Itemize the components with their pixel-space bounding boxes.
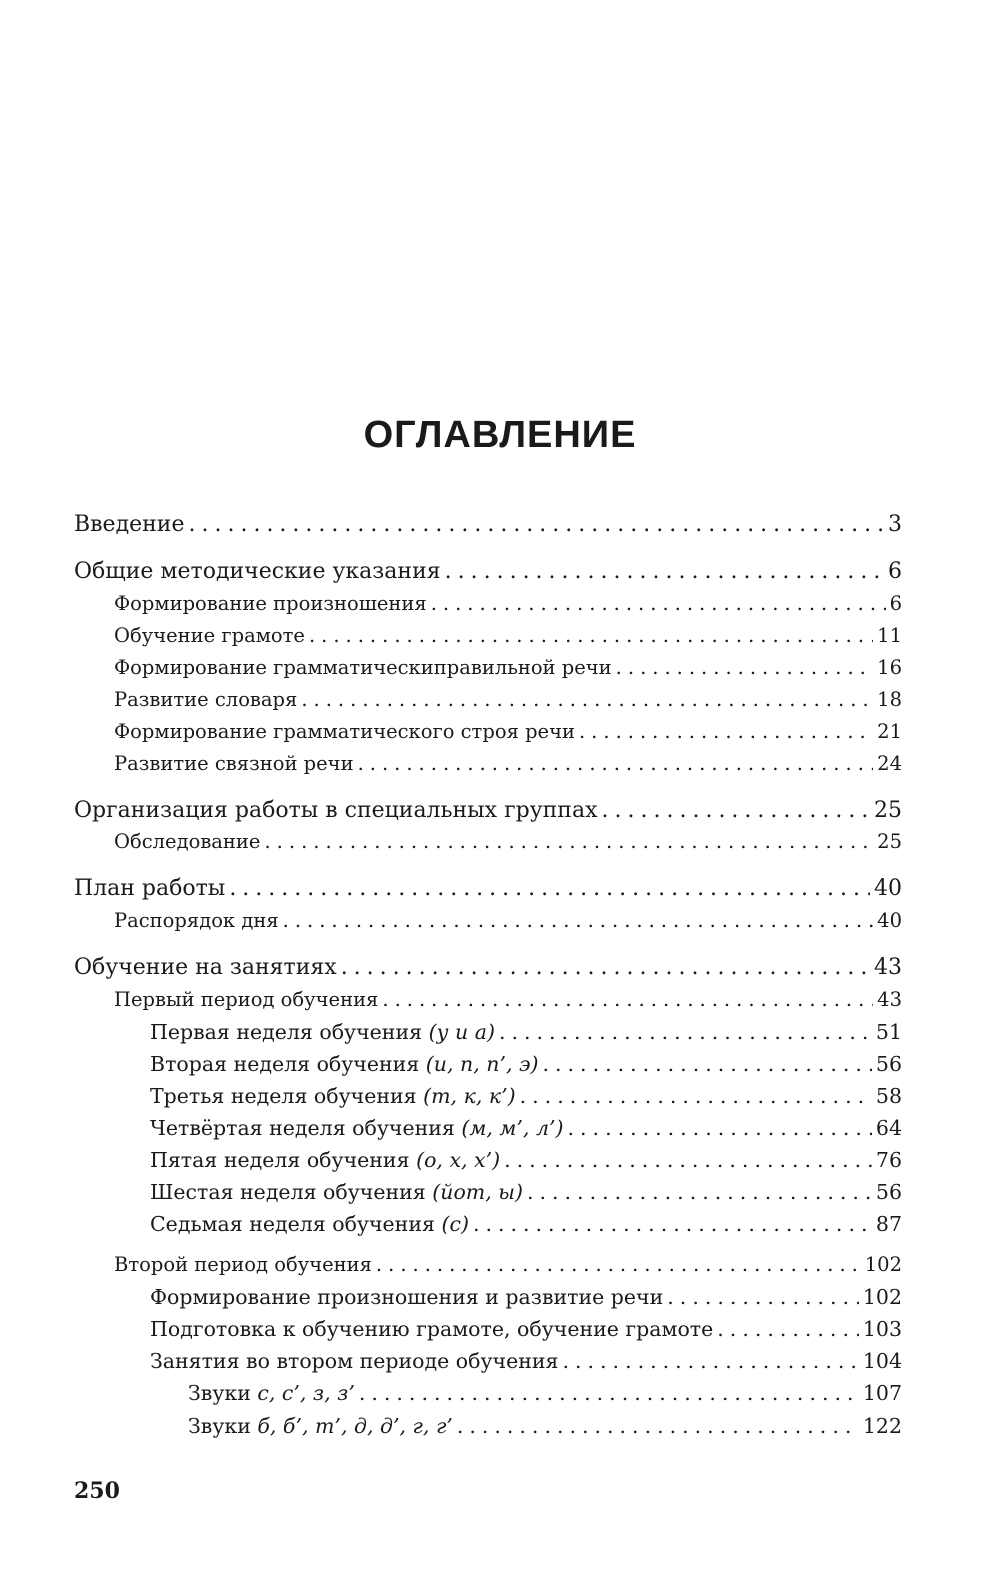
toc-entry-label: Формирование произношения xyxy=(114,592,427,615)
sounds-italic: (у и а) xyxy=(428,1020,495,1044)
dot-leader xyxy=(188,512,884,537)
toc-entry-page: 56 xyxy=(875,1052,902,1076)
toc-entry[interactable] xyxy=(114,720,902,750)
toc-entry[interactable] xyxy=(114,592,902,622)
toc-entry-page: 24 xyxy=(877,752,902,775)
toc-entry-label: Седьмая неделя обучения (с) xyxy=(150,1212,469,1236)
sounds-italic: (т, к, к’) xyxy=(423,1084,516,1108)
toc-entry-label: Подготовка к обучению грамоте, обучение грамоте xyxy=(150,1317,714,1341)
toc-entry-label: Занятия во втором периоде обучения xyxy=(150,1349,559,1373)
dot-leader xyxy=(520,1084,872,1108)
toc-entry-page: 21 xyxy=(877,720,902,743)
toc-entry[interactable] xyxy=(150,1212,902,1242)
toc-entry[interactable] xyxy=(114,656,902,686)
toc-entry-page: 56 xyxy=(875,1180,902,1204)
toc-entry-page: 43 xyxy=(874,955,902,980)
sounds-italic: с, с’, з, з’ xyxy=(257,1381,355,1405)
dot-leader xyxy=(359,1381,859,1405)
toc-entry-page: 6 xyxy=(888,559,902,584)
toc-entry-page: 51 xyxy=(875,1020,902,1044)
dot-leader xyxy=(301,688,873,711)
toc-entry[interactable] xyxy=(74,876,902,906)
toc-entry-page: 16 xyxy=(877,656,902,679)
sounds-italic: (йот, ы) xyxy=(432,1180,523,1204)
toc-entry-label: Формирование произношения и развитие речи xyxy=(150,1285,664,1309)
toc-entry-label: Организация работы в специальных группах xyxy=(74,798,598,823)
toc-entry-label: Развитие связной речи xyxy=(114,752,354,775)
dot-leader xyxy=(717,1317,859,1341)
dot-leader xyxy=(431,592,886,615)
toc-entry-label: Общие методические указания xyxy=(74,559,441,584)
dot-leader xyxy=(568,1116,872,1140)
toc-entry-label: Звуки с, с’, з, з’ xyxy=(188,1381,355,1405)
toc-entry-page: 40 xyxy=(874,876,902,901)
toc-entry[interactable] xyxy=(188,1414,902,1444)
toc-entry[interactable] xyxy=(114,624,902,654)
toc-entry[interactable] xyxy=(74,559,902,589)
toc-entry[interactable] xyxy=(114,830,902,860)
toc-entry[interactable] xyxy=(150,1148,902,1178)
dot-leader xyxy=(382,988,873,1011)
toc-entry-label: План работы xyxy=(74,876,226,901)
toc-entry-label: Третья неделя обучения (т, к, к’) xyxy=(150,1084,516,1108)
sounds-italic: (с) xyxy=(441,1212,469,1236)
toc-entry-page: 76 xyxy=(875,1148,902,1172)
toc-entry-page: 122 xyxy=(862,1414,902,1438)
toc-entry-label: Развитие словаря xyxy=(114,688,298,711)
toc-entry[interactable] xyxy=(150,1317,902,1347)
sounds-italic: (и, п, п’, э) xyxy=(425,1052,539,1076)
toc-entry[interactable] xyxy=(150,1020,902,1050)
toc-entry[interactable] xyxy=(150,1116,902,1146)
dot-leader xyxy=(543,1052,872,1076)
toc-entry-label: Звуки б, б’, т’, д, д’, г, г’ xyxy=(188,1414,453,1438)
toc-entry-page: 87 xyxy=(875,1212,902,1236)
toc-entry-label: Обследование xyxy=(114,830,261,853)
toc-entry[interactable] xyxy=(150,1052,902,1082)
toc-entry-label: Второй период обучения xyxy=(114,1253,372,1276)
toc-entry[interactable] xyxy=(114,1253,902,1283)
toc-entry-page: 25 xyxy=(874,798,902,823)
dot-leader xyxy=(504,1148,872,1172)
toc-entry-page: 40 xyxy=(877,909,902,932)
toc-entry-label: Введение xyxy=(74,512,185,537)
dot-leader xyxy=(602,798,871,823)
toc-entry[interactable] xyxy=(114,688,902,718)
toc-entry[interactable] xyxy=(188,1381,902,1411)
toc-entry-page: 25 xyxy=(877,830,902,853)
toc-entry-page: 3 xyxy=(888,512,902,537)
page-number: 250 xyxy=(74,1478,120,1504)
toc-entry-label: Четвёртая неделя обучения (м, м’, л’) xyxy=(150,1116,564,1140)
toc-entry-label: Формирование грамматического строя речи xyxy=(114,720,575,743)
toc-entry[interactable] xyxy=(74,955,902,985)
toc-entry-page: 43 xyxy=(877,988,902,1011)
toc-entry[interactable] xyxy=(74,798,902,828)
toc-entry-label: Формирование грамматическиправильной речи xyxy=(114,656,612,679)
toc-entry[interactable] xyxy=(150,1084,902,1114)
sounds-italic: б, б’, т’, д, д’, г, г’ xyxy=(257,1414,453,1438)
toc-entry[interactable] xyxy=(114,752,902,782)
toc-entry-label: Шестая неделя обучения (йот, ы) xyxy=(150,1180,523,1204)
toc-entry[interactable] xyxy=(150,1285,902,1315)
toc-entry[interactable] xyxy=(114,909,902,939)
toc-entry-label: Обучение на занятиях xyxy=(74,955,337,980)
sounds-italic: (м, м’, л’) xyxy=(461,1116,564,1140)
dot-leader xyxy=(457,1414,859,1438)
toc-entry-page: 107 xyxy=(862,1381,902,1405)
page-title: ОГЛАВЛЕНИЕ xyxy=(363,414,637,456)
dot-leader xyxy=(473,1212,872,1236)
toc-entry[interactable] xyxy=(150,1349,902,1379)
dot-leader xyxy=(309,624,873,647)
toc-entry-label: Обучение грамоте xyxy=(114,624,305,647)
toc-entry-page: 102 xyxy=(862,1285,902,1309)
toc-entry-page: 6 xyxy=(889,592,902,615)
toc-entry[interactable] xyxy=(114,988,902,1018)
toc-entry-label: Первая неделя обучения (у и а) xyxy=(150,1020,495,1044)
dot-leader xyxy=(499,1020,872,1044)
dot-leader xyxy=(264,830,873,853)
dot-leader xyxy=(616,656,874,679)
toc-entry-page: 64 xyxy=(875,1116,902,1140)
dot-leader xyxy=(579,720,873,743)
toc-entry[interactable] xyxy=(150,1180,902,1210)
dot-leader xyxy=(229,876,870,901)
toc-entry-label: Пятая неделя обучения (о, х, х’) xyxy=(150,1148,501,1172)
dot-leader xyxy=(358,752,874,775)
dot-leader xyxy=(527,1180,872,1204)
toc-entry-page: 103 xyxy=(862,1317,902,1341)
toc-entry-page: 18 xyxy=(877,688,902,711)
dot-leader xyxy=(562,1349,858,1373)
sounds-italic: (о, х, х’) xyxy=(416,1148,501,1172)
dot-leader xyxy=(283,909,874,932)
toc-entry-page: 58 xyxy=(875,1084,902,1108)
dot-leader xyxy=(667,1285,859,1309)
toc-entry[interactable] xyxy=(74,512,902,542)
dot-leader xyxy=(445,559,884,584)
toc-entry-page: 11 xyxy=(877,624,902,647)
toc-entry-page: 102 xyxy=(864,1253,902,1276)
dot-leader xyxy=(376,1253,861,1276)
toc-entry-label: Первый период обучения xyxy=(114,988,379,1011)
toc-entry-page: 104 xyxy=(862,1349,902,1373)
toc-entry-label: Распорядок дня xyxy=(114,909,279,932)
dot-leader xyxy=(341,955,870,980)
toc-entry-label: Вторая неделя обучения (и, п, п’, э) xyxy=(150,1052,539,1076)
